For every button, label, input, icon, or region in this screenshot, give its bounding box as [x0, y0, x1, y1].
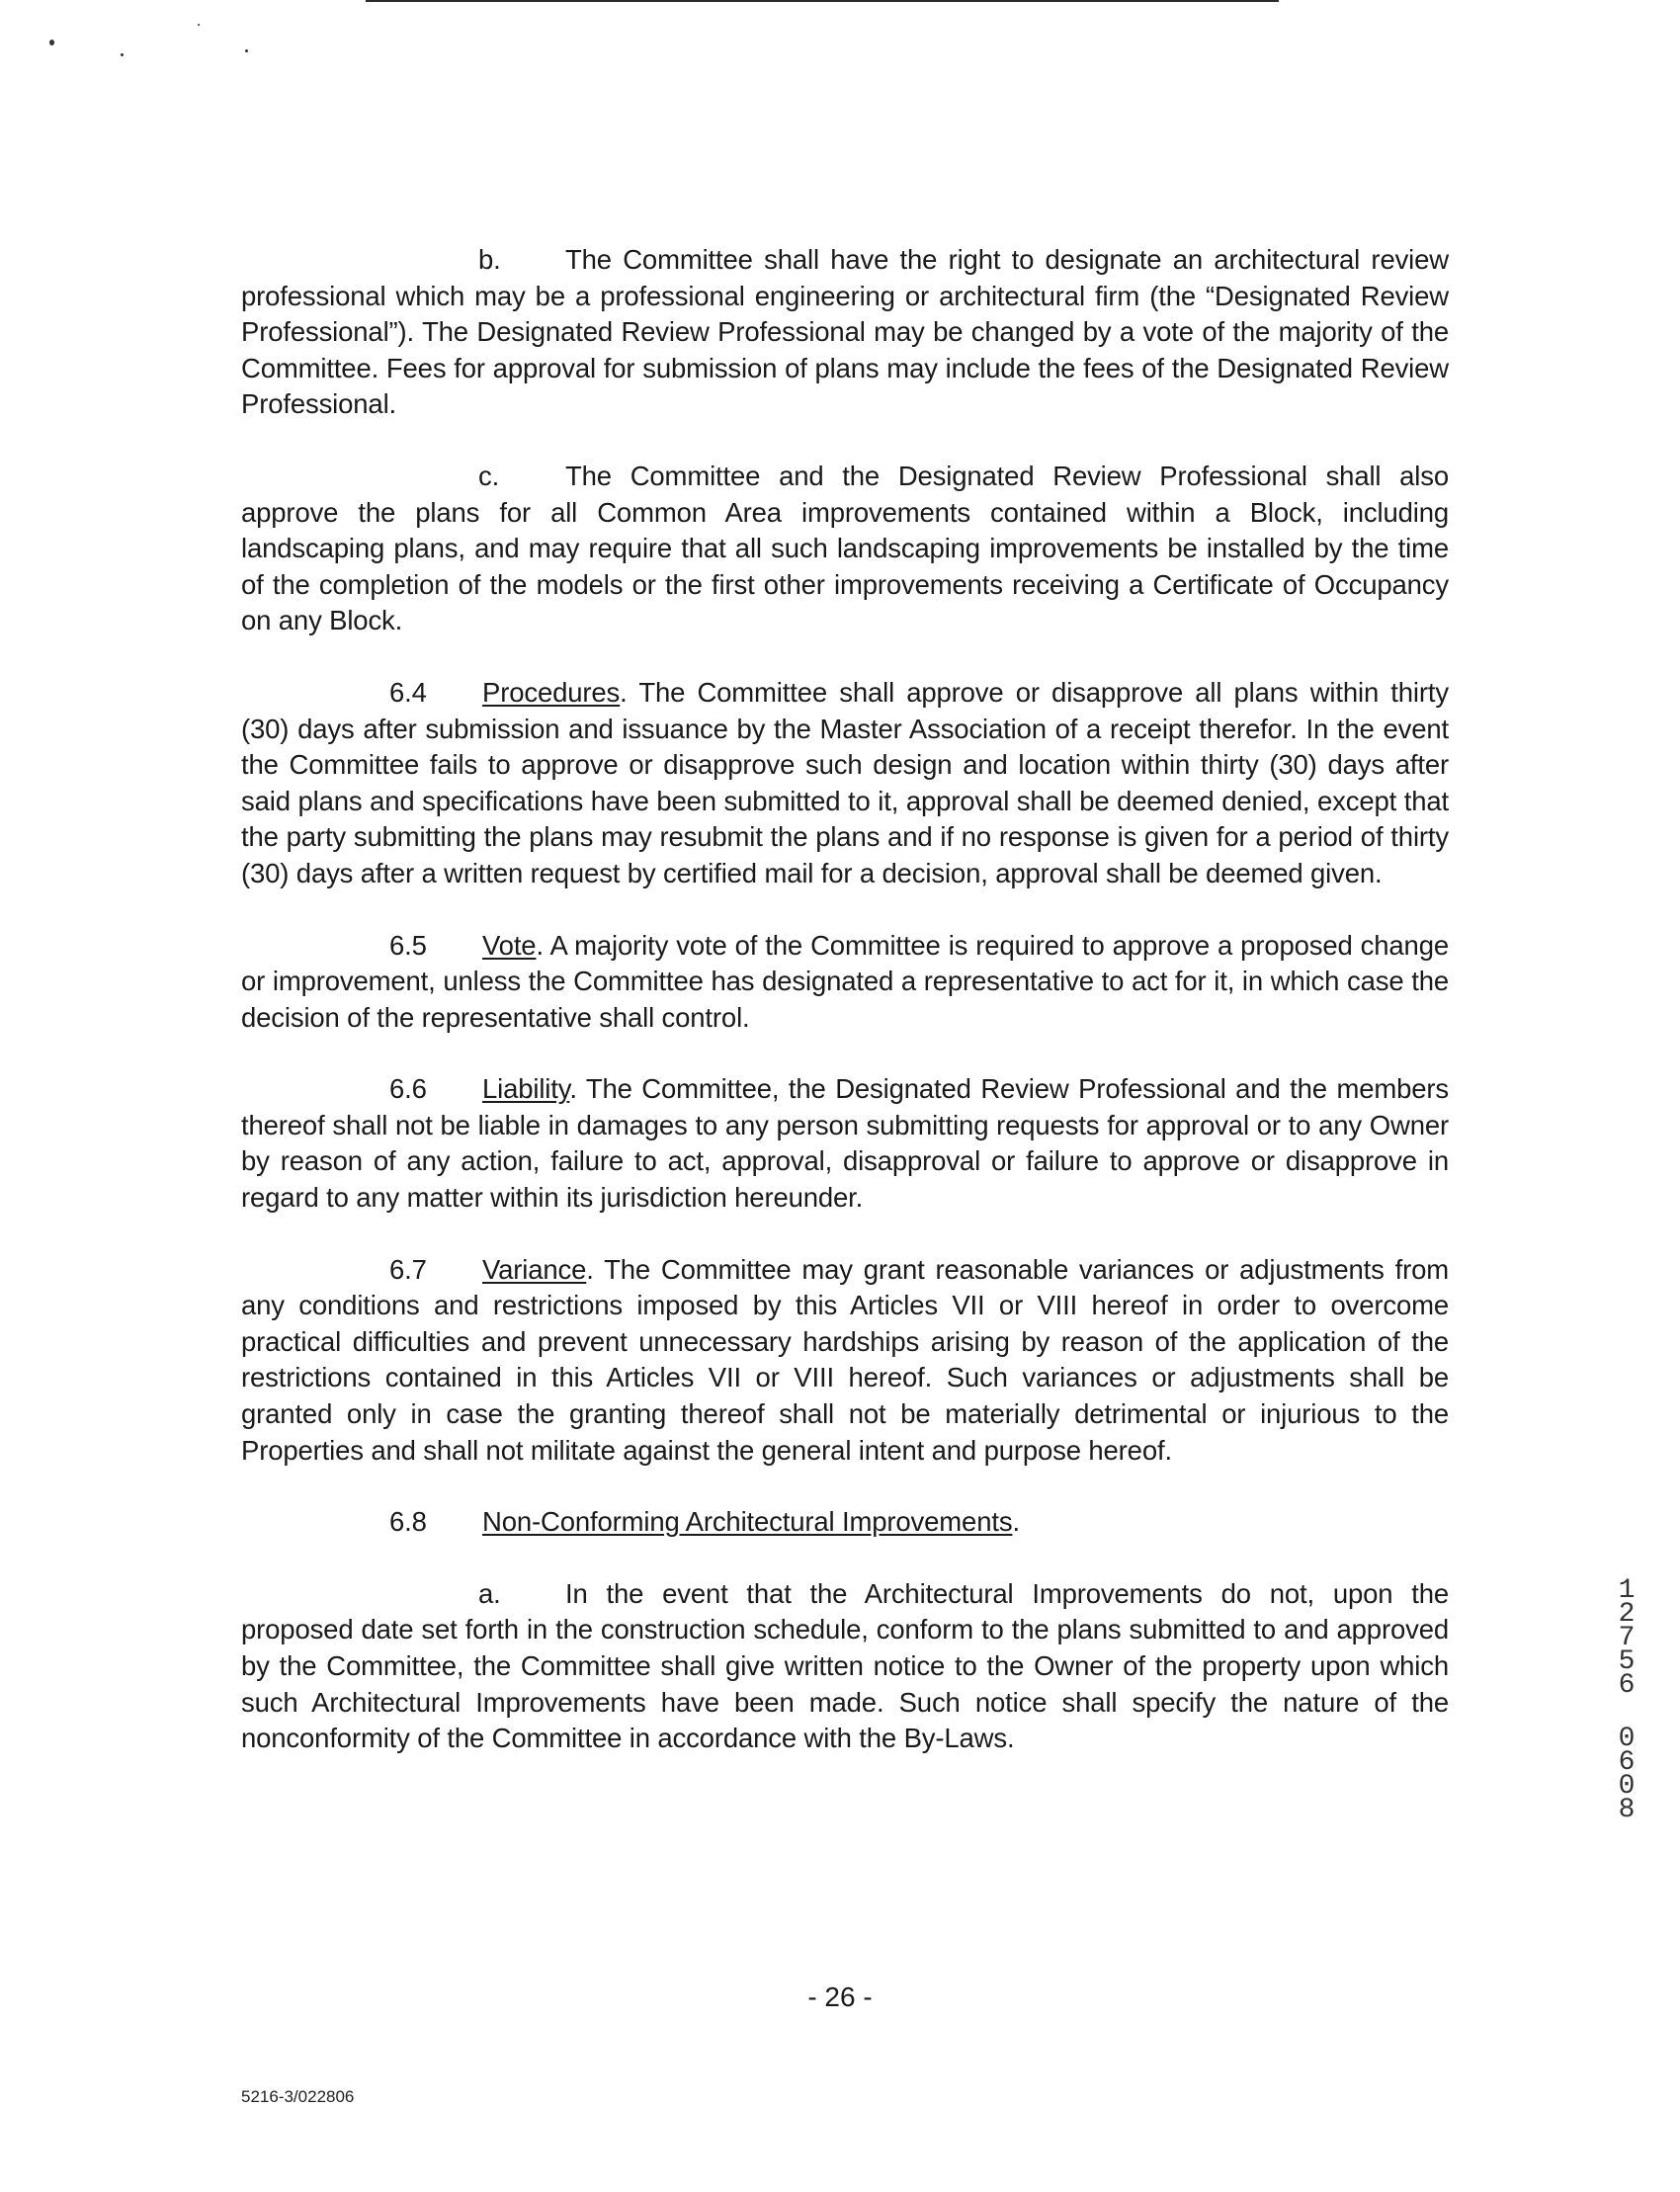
paragraph-text: In the event that the Architectural Improvements do not, upon the proposed date set forth in the construction schedule, conform to the plans submitted to and approved by the Committee, the Committee shall give written notice to the Owner of the property upon which such Architectural Improvements have been made. Such notice shall specify the nature of the nonconformity of the Committee in accordance with the By-Laws.	[241, 1577, 1449, 1754]
section-6-5-vote	[241, 928, 1449, 1037]
document-code: 5216-3/022806	[241, 2087, 355, 2106]
section-6-7-variance	[241, 1252, 1449, 1470]
paragraph-label: c.	[478, 460, 500, 491]
section-text: . The Committee, the Designated Review Professional and the members thereof shall not be liable in damages to any person submitting requests for approval or to any Owner by reason of any action, failure to act, approval, disapproval or failure to approve or disapprove in regard to any matter within its jurisdiction hereunder.	[241, 1073, 1449, 1214]
paragraph-a	[241, 1576, 1449, 1757]
stamp-digit: 0	[1618, 1724, 1636, 1754]
stamp-digit: 6	[1618, 1670, 1636, 1701]
stamp-digit: 8	[1618, 1795, 1636, 1825]
scan-speck	[121, 53, 124, 56]
recording-stamp	[1614, 1575, 1639, 1825]
page-number: - 26 -	[807, 1981, 873, 2012]
section-number: 6.4	[389, 676, 427, 708]
stamp-digit: 2	[1618, 1599, 1636, 1630]
paragraph-text: The Committee shall have the right to designate an architectural review professional which may be a professional engineering or architectural firm (the “Designated Review Professional”). The Designated Review Professional may be changed by a vote of the majority of the Committee. Fees for approval for submission of plans may include the fees of the Designated Review Professional.	[241, 244, 1449, 420]
stamp-digit: 7	[1618, 1623, 1636, 1653]
stamp-digit: 5	[1618, 1646, 1636, 1677]
section-text: . The Committee shall approve or disapprove all plans within thirty (30) days after submission and issuance by the Master Association of a receipt therefor. In the event the Committee fails to approve or disapprove such design and location within thirty (30) days after said plans and specifications have been submitted to it, approval shall be deemed denied, except that the party submitting the plans may resubmit the plans and if no response is given for a period of thirty (30) days after a written request by certified mail for a decision, approval shall be deemed given.	[241, 676, 1449, 888]
paragraph-c	[241, 459, 1449, 639]
section-number: 6.6	[389, 1073, 427, 1105]
section-6-8-non-conforming	[241, 1504, 1449, 1541]
section-number: 6.5	[389, 929, 427, 961]
recording-stamp-page	[1614, 1724, 1639, 1825]
scan-top-rule	[366, 0, 1279, 2]
section-heading: Variance	[482, 1253, 587, 1285]
paragraph-text: The Committee and the Designated Review Professional shall also approve the plans for all Common Area improvements contained within a Block, including landscaping plans, and may require that all such landscaping improvements be installed by the time of the completion of the models or the first other improvements receiving a Certificate of Occupancy on any Block.	[241, 460, 1449, 636]
section-number: 6.7	[389, 1253, 427, 1285]
stamp-digit: 1	[1618, 1575, 1636, 1606]
section-heading: Liability	[482, 1073, 570, 1105]
section-text: . A majority vote of the Committee is required to approve a proposed change or improvement, unless the Committee has designated a representative to act for it, in which case the decision of the representative shall control.	[241, 929, 1449, 1033]
paragraph-label: a.	[478, 1577, 501, 1609]
section-heading: Non-Conforming Architectural Improvements	[482, 1506, 1013, 1538]
section-heading: Vote	[482, 929, 537, 961]
scan-speck	[245, 49, 248, 52]
document-body	[241, 242, 1449, 1793]
scan-speck	[198, 24, 200, 26]
paragraph-label: b.	[478, 244, 501, 275]
section-text: . The Committee may grant reasonable variances or adjustments from any conditions and restrictions imposed by this Articles VII or VIII hereof in order to overcome practical difficulties and prevent unnecessary hardships arising by reason of the application of the restrictions contained in this Articles VII or VIII hereof. Such variances or adjustments shall be granted only in case the granting thereof shall not be materially detrimental or injurious to the Properties and shall not militate against the general intent and purpose hereof.	[241, 1253, 1449, 1466]
section-number: 6.8	[389, 1506, 427, 1538]
section-heading: Procedures	[482, 676, 621, 708]
section-text: .	[1012, 1506, 1020, 1538]
recording-stamp-book	[1614, 1575, 1639, 1701]
scan-speck	[49, 40, 54, 45]
section-6-4-procedures	[241, 675, 1449, 892]
paragraph-b	[241, 242, 1449, 423]
section-6-6-liability	[241, 1071, 1449, 1216]
stamp-digit: 6	[1618, 1747, 1636, 1778]
stamp-digit: 0	[1618, 1771, 1636, 1802]
